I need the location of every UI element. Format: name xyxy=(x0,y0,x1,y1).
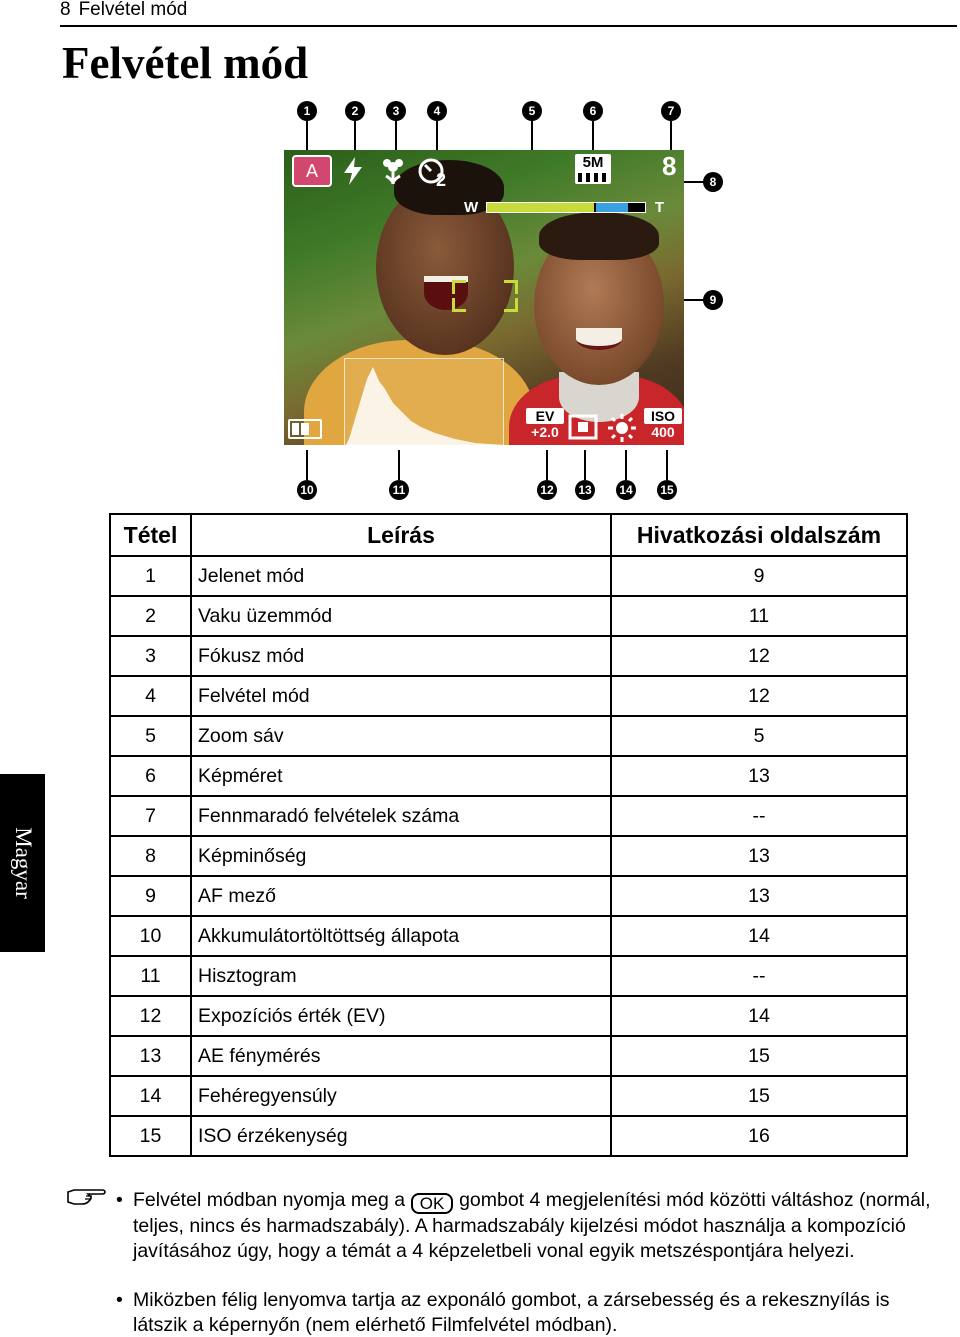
callout-3: 3 xyxy=(386,101,406,121)
item-description: Képméret xyxy=(191,756,611,796)
item-description: Képminőség xyxy=(191,836,611,876)
table-row xyxy=(110,676,907,716)
leader-line xyxy=(584,450,586,480)
table-row xyxy=(110,716,907,756)
item-number: 13 xyxy=(110,1036,191,1076)
leader-line xyxy=(625,450,627,480)
page-reference: 12 xyxy=(611,636,907,676)
leader-line xyxy=(666,450,668,480)
page-reference: 12 xyxy=(611,676,907,716)
table-row xyxy=(110,1116,907,1156)
callout-6: 6 xyxy=(583,101,603,121)
callout-1: 1 xyxy=(297,101,317,121)
item-description: Expozíciós érték (EV) xyxy=(191,996,611,1036)
page-reference: 14 xyxy=(611,916,907,956)
item-number: 15 xyxy=(110,1116,191,1156)
zoom-tele-label: T xyxy=(654,199,664,216)
table-row xyxy=(110,556,907,596)
iso-indicator xyxy=(644,408,682,440)
page-title: Felvétel mód xyxy=(62,38,309,88)
self-timer-seconds: 2 xyxy=(436,170,447,190)
page-reference: 14 xyxy=(611,996,907,1036)
battery-icon xyxy=(288,419,322,439)
table-row xyxy=(110,1036,907,1076)
scene-mode-icon: A xyxy=(292,155,332,187)
histogram xyxy=(344,358,504,445)
note1-text-before: Felvétel módban nyomja meg a xyxy=(133,1189,406,1211)
bullet: • xyxy=(116,1189,123,1211)
item-number: 14 xyxy=(110,1076,191,1116)
item-number: 8 xyxy=(110,836,191,876)
page-reference: 5 xyxy=(611,716,907,756)
item-description: ISO érzékenység xyxy=(191,1116,611,1156)
item-number: 4 xyxy=(110,676,191,716)
item-number: 12 xyxy=(110,996,191,1036)
language-label: Magyar xyxy=(10,827,36,899)
ev-indicator xyxy=(526,408,564,440)
table-header-row xyxy=(110,514,907,556)
remaining-shots: 8 xyxy=(662,151,677,181)
note-item xyxy=(116,1288,946,1337)
callout-5: 5 xyxy=(522,101,542,121)
table-row xyxy=(110,916,907,956)
image-size-icon xyxy=(575,154,611,184)
ok-button-icon: OK xyxy=(411,1193,453,1214)
ev-value: +2.0 xyxy=(531,424,559,440)
flash-icon xyxy=(336,154,370,188)
note1-text-after: gombot 4 megjelenítési mód közötti váltáshoz (normál, teljes, nincs és harmadszabály). A harmadszabály kijelzési módot használja a kompozíció javításához úgy, hogy a témát a 4 képzeletbeli vonal egyik metszéspontjára helyezi. xyxy=(133,1189,931,1262)
callout-2: 2 xyxy=(345,101,365,121)
page-reference: 13 xyxy=(611,836,907,876)
item-description: Felvétel mód xyxy=(191,676,611,716)
table-row xyxy=(110,836,907,876)
zoom-digital-fill xyxy=(596,203,628,212)
item-number: 9 xyxy=(110,876,191,916)
callout-13: 13 xyxy=(575,480,595,500)
callout-8: 8 xyxy=(703,172,723,192)
item-description: AE fénymérés xyxy=(191,1036,611,1076)
item-number: 3 xyxy=(110,636,191,676)
lcd-preview-photo xyxy=(284,150,684,445)
item-description: AF mező xyxy=(191,876,611,916)
item-description: Hisztogram xyxy=(191,956,611,996)
leader-line xyxy=(684,181,704,183)
metering-icon xyxy=(568,414,598,443)
table-row xyxy=(110,996,907,1036)
callout-10: 10 xyxy=(297,480,317,500)
iso-value: 400 xyxy=(651,424,675,440)
camera-lcd-figure xyxy=(0,95,960,510)
item-description: Jelenet mód xyxy=(191,556,611,596)
page-reference: 15 xyxy=(611,1036,907,1076)
item-number: 6 xyxy=(110,756,191,796)
item-description: Akkumulátortöltöttség állapota xyxy=(191,916,611,956)
table-row xyxy=(110,636,907,676)
leader-line xyxy=(546,450,548,480)
page-reference: 13 xyxy=(611,756,907,796)
item-number: 11 xyxy=(110,956,191,996)
page-number: 8 xyxy=(60,0,71,20)
page-reference: 9 xyxy=(611,556,907,596)
running-section-title: Felvétel mód xyxy=(78,0,188,20)
callout-14: 14 xyxy=(616,480,636,500)
page-reference: -- xyxy=(611,956,907,996)
zoom-bar xyxy=(464,200,664,216)
item-number: 2 xyxy=(110,596,191,636)
item-description: Fennmaradó felvételek száma xyxy=(191,796,611,836)
page-reference: -- xyxy=(611,796,907,836)
item-number: 5 xyxy=(110,716,191,756)
note-item xyxy=(116,1188,946,1264)
item-number: 1 xyxy=(110,556,191,596)
callout-12: 12 xyxy=(537,480,557,500)
item-description: Vaku üzemmód xyxy=(191,596,611,636)
page-reference: 13 xyxy=(611,876,907,916)
callout-11: 11 xyxy=(389,480,409,500)
zoom-wide-label: W xyxy=(464,199,479,216)
item-description: Zoom sáv xyxy=(191,716,611,756)
language-side-tab xyxy=(0,774,45,952)
iso-label: ISO xyxy=(644,408,682,424)
item-number: 10 xyxy=(110,916,191,956)
col-header-item: Tétel xyxy=(110,514,191,556)
callout-15: 15 xyxy=(657,480,677,500)
ev-label: EV xyxy=(526,408,564,424)
callout-7: 7 xyxy=(661,101,681,121)
col-header-description: Leírás xyxy=(191,514,611,556)
table-row xyxy=(110,956,907,996)
table-row xyxy=(110,876,907,916)
table-row xyxy=(110,796,907,836)
page-reference: 11 xyxy=(611,596,907,636)
running-header xyxy=(60,0,187,20)
pointing-hand-icon xyxy=(66,1186,106,1206)
zoom-track xyxy=(486,202,646,213)
lcd-items-table xyxy=(109,513,908,1157)
leader-line xyxy=(398,450,400,480)
item-number: 7 xyxy=(110,796,191,836)
macro-flower-icon xyxy=(376,154,410,188)
image-size-label: 5M xyxy=(582,154,604,171)
callout-9: 9 xyxy=(703,290,723,310)
leader-line xyxy=(306,450,308,480)
table-row xyxy=(110,756,907,796)
zoom-optical-fill xyxy=(487,203,594,212)
item-description: Fókusz mód xyxy=(191,636,611,676)
page-reference: 16 xyxy=(611,1116,907,1156)
page-reference: 15 xyxy=(611,1076,907,1116)
col-header-page-ref: Hivatkozási oldalszám xyxy=(611,514,907,556)
white-balance-sun-icon xyxy=(606,412,638,445)
note2-text: Miközben félig lenyomva tartja az exponáló gombot, a zársebesség és a rekesznyílás is látszik a képernyőn (nem elérhető Filmfelvétel módban). xyxy=(133,1289,890,1336)
header-rule xyxy=(60,25,957,27)
table-row xyxy=(110,596,907,636)
bullet: • xyxy=(116,1289,123,1311)
item-description: Fehéregyensúly xyxy=(191,1076,611,1116)
callout-4: 4 xyxy=(427,101,447,121)
table-row xyxy=(110,1076,907,1116)
